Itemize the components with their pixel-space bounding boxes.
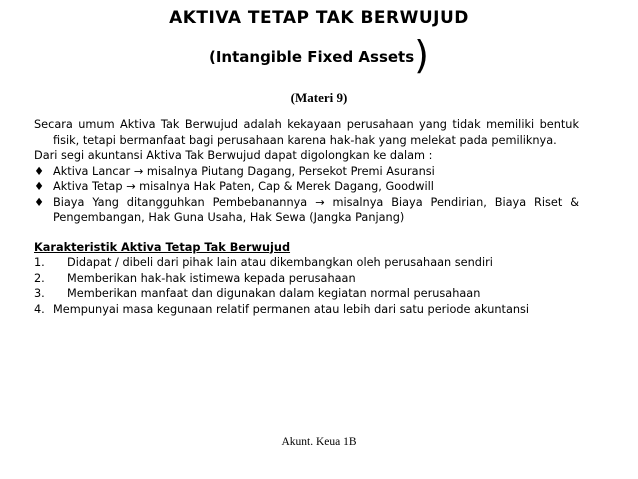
item-number: 4. — [34, 302, 45, 316]
diamond-bullet-icon: ♦ — [34, 164, 45, 178]
item-number: 1. — [34, 256, 45, 269]
bullet-text: Aktiva Tetap → misalnya Hak Paten, Cap & Merek Dagang, Goodwill — [53, 180, 434, 193]
item-text: Memberikan hak-hak istimewa kepada perusahaan — [67, 271, 356, 285]
item-number: 3. — [34, 287, 45, 300]
bullet-text: Biaya Yang ditangguhkan Pembebanannya → misalnya Biaya Pendirian, Biaya Riset & Pengembangan, Hak Guna Usaha, Hak Sewa (Jangka Panjang) — [53, 195, 579, 224]
bullet-text: Aktiva Lancar → misalnya Piutang Dagang, Persekot Premi Asuransi — [53, 164, 435, 178]
numbered-item — [34, 255, 579, 271]
item-number: 2. — [34, 271, 45, 285]
numbered-item — [34, 271, 579, 287]
bullet-item — [34, 179, 579, 195]
page-footer: Akunt. Keua 1B — [281, 436, 357, 448]
numbered-item — [34, 286, 579, 302]
page-subtitle — [0, 33, 638, 77]
subtitle-close-paren: ) — [414, 33, 429, 77]
materi-label: (Materi 9) — [290, 90, 348, 105]
intro-paragraph: Secara umum Aktiva Tak Berwujud adalah kekayaan perusahaan yang tidak memiliki bentuk fisik, tetapi bermanfaat bagi perusahaan karena hak-hak yang melekat pada pemiliknya. — [34, 118, 579, 147]
subtitle-text: (Intangible Fixed Assets — [208, 48, 415, 66]
bullet-item — [34, 164, 579, 180]
item-text: Mempunyai masa kegunaan relatif permanen atau lebih dari satu periode akuntansi — [53, 302, 530, 316]
item-text: Memberikan manfaat dan digunakan dalam kegiatan normal perusahaan — [67, 287, 481, 300]
diamond-bullet-icon: ♦ — [34, 195, 45, 209]
section-heading: Karakteristik Aktiva Tetap Tak Berwujud — [34, 240, 291, 254]
item-text: Didapat / dibeli dari pihak lain atau dikembangkan oleh perusahaan sendiri — [67, 256, 493, 269]
classify-paragraph: Dari segi akuntansi Aktiva Tak Berwujud dapat digolongkan ke dalam : — [34, 149, 433, 162]
bullet-item — [34, 195, 579, 226]
diamond-bullet-icon: ♦ — [34, 180, 45, 193]
document-body — [34, 117, 579, 317]
numbered-item — [34, 302, 579, 318]
page-title: AKTIVA TETAP TAK BERWUJUD — [169, 8, 469, 28]
